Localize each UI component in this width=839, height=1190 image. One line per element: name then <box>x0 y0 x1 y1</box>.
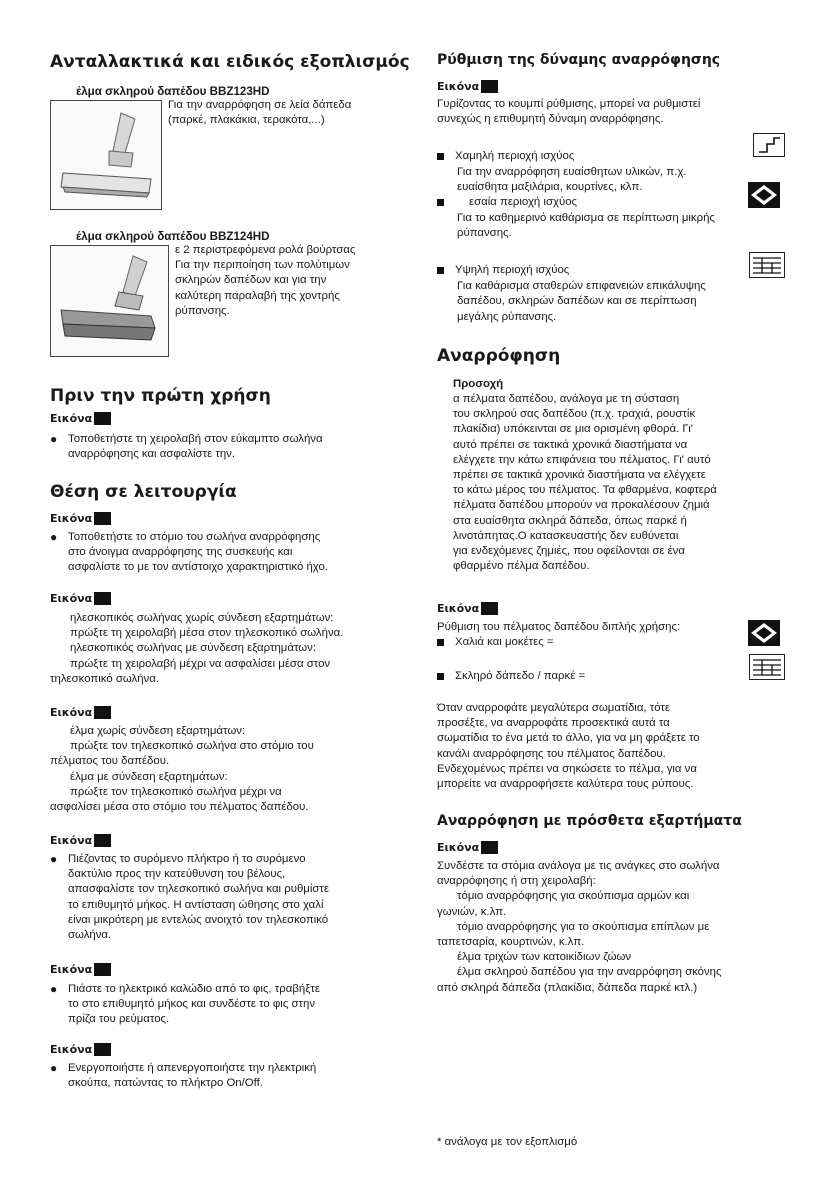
figure-number-box <box>94 834 111 847</box>
carpet-symbol-icon <box>747 619 781 647</box>
caution-label: Προσοχή <box>453 378 504 390</box>
figure-label: Εικόνα <box>437 841 498 854</box>
title-accessory-suction: Αναρρόφηση με πρόσθετα εξαρτήματα <box>437 813 742 829</box>
item1-title: έλμα σκληρού δαπέδου BBZ123HD <box>76 85 270 98</box>
title-suction-power: Ρύθμιση της δύναμης αναρρόφησης <box>437 52 721 68</box>
carpet-setting: Χαλιά και μοκέτες = <box>437 635 737 651</box>
floor-nozzle-bbz123hd-image <box>50 100 162 210</box>
operation-step-3: έλμα χωρίς σύνδεση εξαρτημάτων: πρώξτε τον τηλεσκοπικό σωλήνα στο στόμιο του πέλματος του δαπέδου. έλμα με σύνδεση εξαρτημάτων: πρώξτε τον τηλεσκοπικό σωλήνα μέχρι να ασφαλίσει μέσα στο στόμιο του πέλματος δαπέδου. <box>50 725 314 814</box>
figure-label: Εικόνα <box>437 602 498 615</box>
floor-nozzle-bbz124hd-image <box>50 245 169 357</box>
figure-label: Εικόνα <box>50 834 111 847</box>
figure-label: Εικόνα <box>50 412 111 425</box>
figure-label: Εικόνα <box>50 1043 111 1056</box>
operation-step-4: ● Πιέζοντας το συρόμενο πλήκτρο ή το συρόμενο δακτύλιο προς την κατεύθυνση του βέλους, απασφαλίστε τον τηλεσκοπικό σωλήνα και ρυθμίστε το επιθυμητό μήκος. Η αντίσταση ώθησης στο χαλί είναι μικρότερη με εντελώς ανοιχτό τον τηλεσκοπικό σωλήνα. <box>50 852 329 942</box>
medium-power-item: εσαία περιοχή ισχύος Για το καθημερινό καθάρισμα σε περίπτωση μικρής ρύπανσης. <box>437 195 793 242</box>
large-particles-text: Όταν αναρροφάτε μεγαλύτερα σωματίδια, τότε προσέξτε, να αναρροφάτε προσεκτικά αυτά τα σωματίδια το ένα μετά το άλλο, για να μη φράξετε το κανάλι αναρρόφησης του πέλματος δαπέδου. Ενδεχομένως πρέπει να σηκώσετε το πέλμα, για να μπορείτε να αναρροφήσετε καλύτερα τους ρύπους. <box>437 702 700 791</box>
hard-floor-symbol-icon <box>749 654 785 680</box>
figure-number-box <box>94 1043 111 1056</box>
figure-number-box <box>94 592 111 605</box>
figure-label: Εικόνα <box>50 512 111 525</box>
title-first-use: Πριν την πρώτη χρήση <box>50 386 271 406</box>
figure-number-box <box>481 602 498 615</box>
dual-nozzle-intro: Ρύθμιση του πέλματος δαπέδου διπλής χρήσης: <box>437 621 681 633</box>
title-operation: Θέση σε λειτουργία <box>50 482 237 502</box>
first-use-step: ● Τοποθετήστε τη χειρολαβή στον εύκαμπτο σωλήνα αναρρόφησης και ασφαλίστε την. <box>50 432 323 461</box>
title-accessories: Ανταλλακτικά και ειδικός εξοπλισμός <box>50 52 410 72</box>
power-intro: Γυρίζοντας το κουμπί ρύθμισης, μπορεί να ρυθμιστεί συνεχώς η επιθυμητή δύναμη αναρρόφησης. <box>437 98 701 126</box>
figure-label: Εικόνα <box>437 80 498 93</box>
low-power-item: Χαμηλή περιοχή ισχύος Για την αναρρόφηση ευαίσθητων υλικών, π.χ. ευαίσθητα μαξιλάρια, κουρτίνες, κλπ. <box>437 149 793 196</box>
figure-number-box <box>94 706 111 719</box>
figure-label: Εικόνα <box>50 963 111 976</box>
hard-floor-setting: Σκληρό δάπεδο / παρκέ = <box>437 669 737 685</box>
figure-number-box <box>481 841 498 854</box>
title-suction: Αναρρόφηση <box>437 346 561 366</box>
figure-number-box <box>94 512 111 525</box>
figure-number-box <box>481 80 498 93</box>
high-power-item: Υψηλή περιοχή ισχύος Για καθάρισμα σταθερών επιφανειών επικάλυψης δαπέδου, σκληρών δαπέδων και σε περίπτωση μεγάλης ρύπανσης. <box>437 263 793 325</box>
operation-step-5: ● Πιάστε το ηλεκτρικό καλώδιο από το φις, τραβήξτε το στο επιθυμητό μήκος και συνδέστε το φις στην πρίζα του ρεύματος. <box>50 982 320 1026</box>
item2-title: έλμα σκληρού δαπέδου BBZ124HD <box>76 230 270 243</box>
caution-text: α πέλματα δαπέδου, ανάλογα με τη σύσταση του σκληρού σας δαπέδου (π.χ. τραχιά, ρουστίκ πλακίδια) υπόκεινται σε μια ορισμένη φθορά. Γι' αυτό πρέπει σε τακτικά χρονικά διαστήματα να ελέγχετε την κάτω επιφάνεια του πέλματος. Γι' αυτό πρέπει σε τακτικά χρονικά διαστήματα να ελέγχετε το κάτω μέρος του πέλματος. Τα φθαρμένα, κοφτερά πέλματα δαπέδου μπορούν να προκαλέσουν ζημιά στα ευαίσθητα σκληρά δάπεδα, όπως παρκέ ή λινοτάπητας.Ο κατασκευαστής δεν ευθύνεται για ενδεχόμενες ζημιές, που οφείλονται σε ένα φθαρμένο πέλμα δαπέδου. <box>453 393 717 573</box>
operation-step-2: ηλεσκοπικός σωλήνας χωρίς σύνδεση εξαρτημάτων: πρώξτε τη χειρολαβή μέσα στον τηλεσκοπικό σωλήνα. ηλεσκοπικός σωλήνας με σύνδεση εξαρτημάτων: πρώξτε τη χειρολαβή μέχρι να ασφαλίσει μέσα στον τηλεσκοπικό σωλήνα. <box>50 612 344 685</box>
item1-desc: Για την αναρρόφηση σε λεία δάπεδα (παρκέ, πλακάκια, τερακότα,...) <box>168 99 352 127</box>
operation-step-6: ● Ενεργοποιήστε ή απενεργοποιήστε την ηλεκτρική σκούπα, πατώντας το πλήκτρο On/Off. <box>50 1061 317 1090</box>
figure-label: Εικόνα <box>50 592 111 605</box>
figure-label: Εικόνα <box>50 706 111 719</box>
operation-step-1: ● Τοποθετήστε το στόμιο του σωλήνα αναρρόφησης στο άνοιγμα αναρρόφησης της συσκευής και ασφαλίστε το με τον αντίστοιχο χαρακτηριστικό ήχο. <box>50 530 328 574</box>
figure-number-box <box>94 963 111 976</box>
item2-desc: ε 2 περιστρεφόμενα ρολά βούρτσας Για την περιποίηση των πολύτιμων σκληρών δαπέδων και για την καλύτερη παραλαβή της χοντρής ρύπανσης. <box>175 244 356 317</box>
accessory-text: Συνδέστε τα στόμια ανάλογα με τις ανάγκες στο σωλήνα αναρρόφησης ή στη χειρολαβή: τόμιο αναρρόφησης για σκούπισμα αρμών και γωνιών, κ.λπ. τόμιο αναρρόφησης για το σκούπισμα επίπλων με ταπετσαρία, κουρτινών, κ.λπ. έλμα τριχών των κατοικίδιων ζώων έλμα σκληρού δαπέδου για την αναρρόφηση σκόνης από σκληρά δάπεδα (πλακίδια, δάπεδα παρκέ κτλ.) <box>437 860 722 994</box>
figure-number-box <box>94 412 111 425</box>
footnote: * ανάλογα με τον εξοπλισμό <box>437 1136 578 1148</box>
